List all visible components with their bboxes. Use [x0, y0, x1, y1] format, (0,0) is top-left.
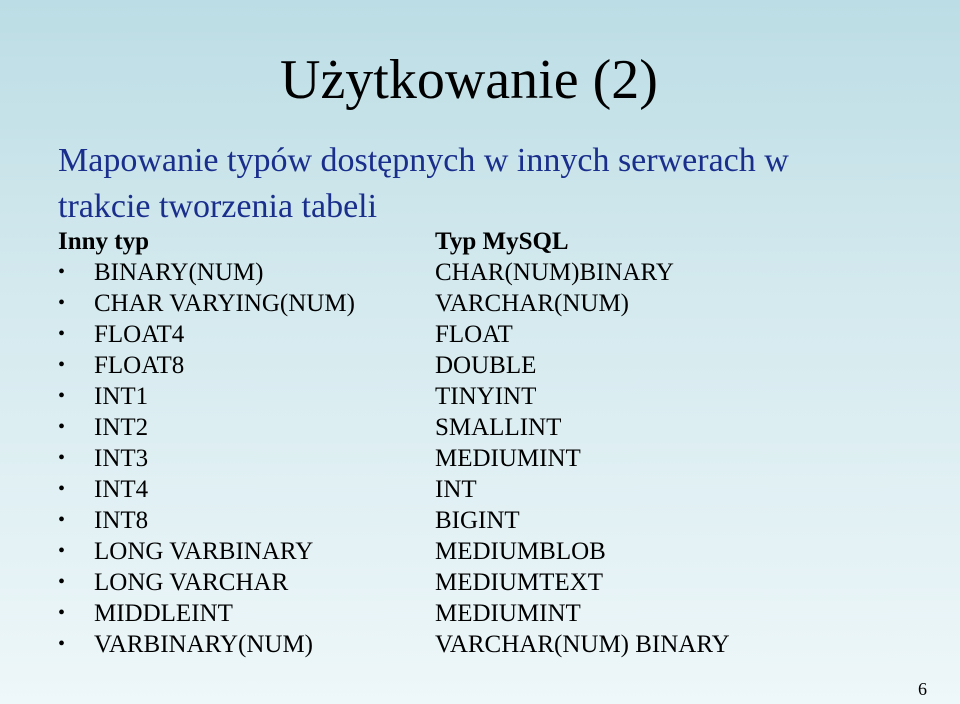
mysql-type-cell: MEDIUMTEXT: [435, 569, 604, 596]
mysql-type-cell: FLOAT: [435, 321, 513, 348]
other-type-cell: MIDDLEINT: [94, 600, 233, 627]
subtitle-line: trakcie tworzenia tabeli: [58, 188, 378, 225]
bullet-icon: •: [58, 478, 66, 500]
slide-title: Użytkowanie (2): [280, 49, 658, 111]
other-type-cell: CHAR VARYING(NUM): [94, 290, 355, 317]
bullet-icon: •: [58, 540, 66, 562]
mysql-type-cell: INT: [435, 476, 477, 503]
slide-subtitle: [58, 138, 938, 230]
other-type-cell: LONG VARBINARY: [94, 538, 314, 565]
mysql-type-cell: CHAR(NUM)BINARY: [435, 259, 674, 286]
bullet-icon: •: [58, 509, 66, 531]
bullet-icon: •: [58, 323, 66, 345]
other-type-cell: INT4: [94, 476, 149, 503]
mysql-type-cell: MEDIUMINT: [435, 445, 581, 472]
mysql-type-cell: VARCHAR(NUM) BINARY: [435, 631, 730, 658]
bullet-icon: •: [58, 602, 66, 624]
bullet-icon: •: [58, 571, 66, 593]
bullet-icon: •: [58, 633, 66, 655]
header-mysql-type: Typ MySQL: [435, 228, 569, 255]
bullet-icon: •: [58, 447, 66, 469]
bullet-icon: •: [58, 416, 66, 438]
mysql-type-cell: SMALLINT: [435, 414, 562, 441]
other-type-cell: FLOAT8: [94, 352, 185, 379]
other-type-cell: INT8: [94, 507, 149, 534]
mysql-type-cell: TINYINT: [435, 383, 537, 410]
mysql-type-cell: MEDIUMBLOB: [435, 538, 606, 565]
header-other-type: Inny typ: [58, 228, 150, 255]
other-type-cell: INT2: [94, 414, 149, 441]
other-type-cell: BINARY(NUM): [94, 259, 264, 286]
other-type-cell: VARBINARY(NUM): [94, 631, 314, 658]
other-type-cell: FLOAT4: [94, 321, 185, 348]
mysql-type-cell: VARCHAR(NUM): [435, 290, 630, 317]
bullet-icon: •: [58, 354, 66, 376]
mysql-type-cell: BIGINT: [435, 507, 520, 534]
bullet-icon: •: [58, 292, 66, 314]
mysql-type-cell: DOUBLE: [435, 352, 537, 379]
other-type-cell: INT3: [94, 445, 149, 472]
mysql-type-cell: MEDIUMINT: [435, 600, 581, 627]
page-number: 6: [918, 679, 927, 699]
other-type-cell: INT1: [94, 383, 149, 410]
bullet-icon: •: [58, 261, 66, 283]
bullet-icon: •: [58, 385, 66, 407]
other-type-cell: LONG VARCHAR: [94, 569, 289, 596]
subtitle-line: Mapowanie typów dostępnych w innych serwerach w: [58, 142, 789, 179]
